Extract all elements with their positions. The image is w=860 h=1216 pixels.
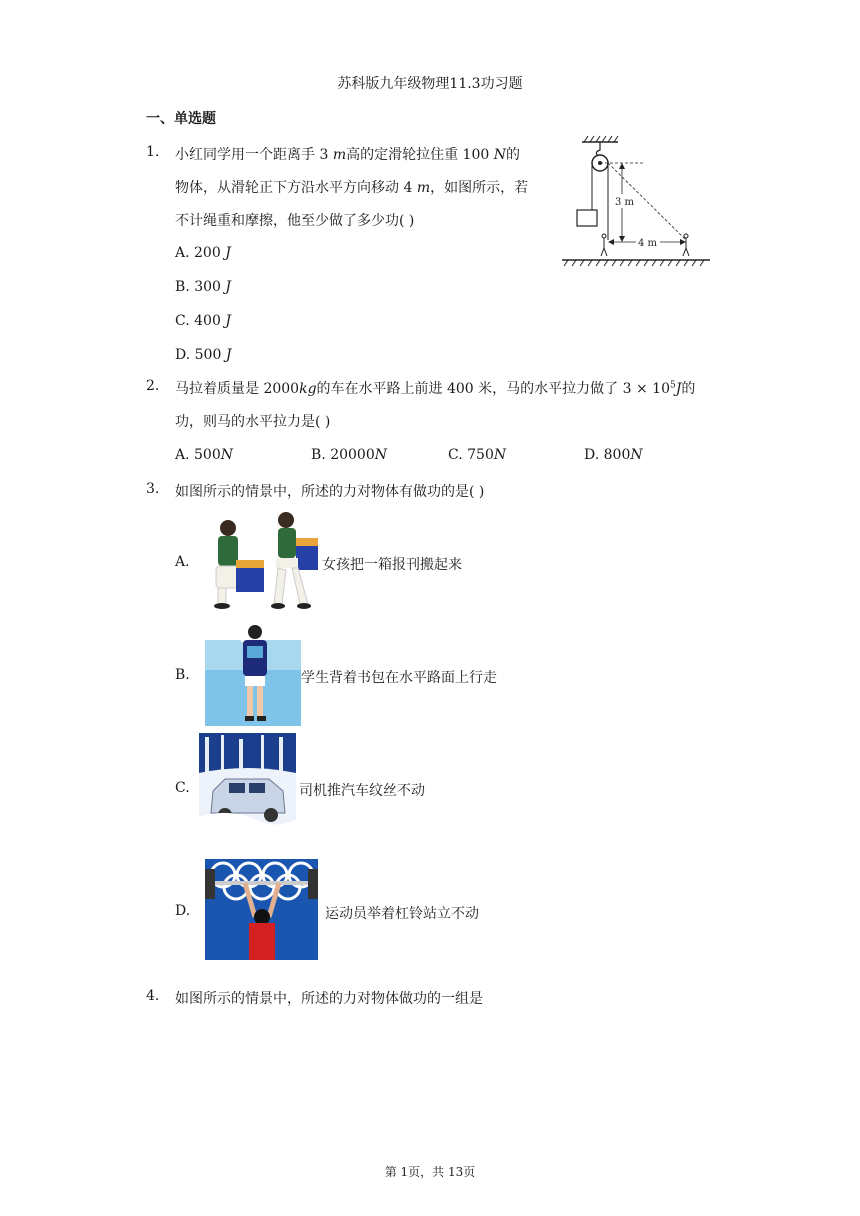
student-backpack-image [205,624,301,726]
question-text-line: 马拉着质量是 2000kg的车在水平路上前进 400 米，马的水平拉力做了 $3 \times 10^5J$的 [175,380,696,397]
question-number: 4. [146,988,160,1004]
option-b-text: 学生背着书包在水平路面上行走 [301,670,497,686]
question-number: 3. [146,481,160,497]
option-a: A. 500N [175,447,233,463]
car-in-snow-image [199,733,296,837]
page-footer: 第 1页，共 13页 [384,1165,476,1179]
option-d: D. 800N [584,447,643,463]
option-b: B. 300 J [175,279,232,295]
option-b-label: B. [175,667,190,683]
option-d: D. 500 J [175,347,232,363]
option-a-text: 女孩把一箱报刊搬起来 [322,557,462,573]
question-text-line: 功，则马的水平拉力是( ) [175,414,331,430]
question-number: 2. [146,378,160,394]
section-heading: 一、单选题 [146,111,216,127]
option-d-text: 运动员举着杠铃站立不动 [325,906,479,922]
question-number: 1. [146,144,160,160]
question-text-line: 物体，从滑轮正下方沿水平方向移动 4 m，如图所示，若 [175,180,529,196]
question-text-line: 不计绳重和摩擦，他至少做了多少功( ) [175,213,415,229]
question-text-line: 如图所示的情景中，所述的力对物体有做功的是( ) [175,484,485,500]
height-label: 3 m [615,197,635,208]
pulley-diagram [560,132,715,270]
weightlifter-image [205,859,318,960]
option-d-label: D. [175,903,191,919]
option-c: C. 400 J [175,313,231,329]
question-text-line: 小红同学用一个距离手 3 m高的定滑轮拉住重 100 N的 [175,147,520,163]
page-title: 苏科版九年级物理11.3功习题 [337,76,523,92]
question-text-line: 如图所示的情景中，所述的力对物体做功的一组是 [175,991,483,1007]
option-c-label: C. [175,780,190,796]
option-c-text: 司机推汽车纹丝不动 [299,783,425,799]
option-a: A. 200 J [175,245,231,261]
width-label: 4 m [638,238,658,249]
option-a-label: A. [175,554,190,570]
option-b: B. 20000N [311,447,387,463]
option-c: C. 750N [448,447,507,463]
girl-lifting-box-image [204,508,320,610]
